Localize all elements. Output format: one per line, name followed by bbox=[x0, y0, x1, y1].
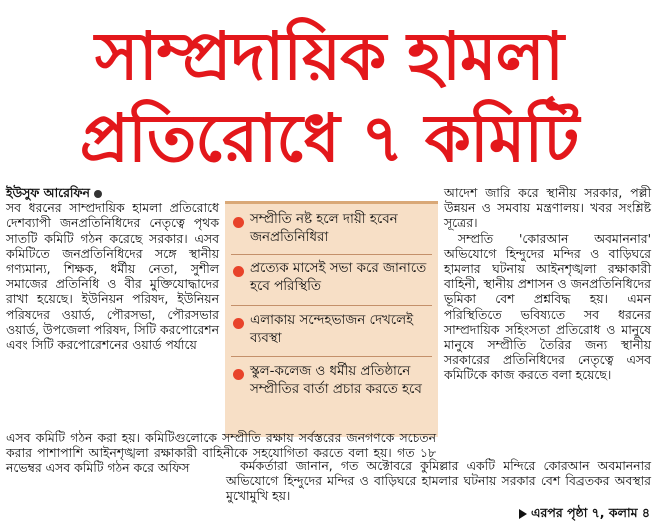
highlight-text-1: সম্প্রীতি নষ্ট হলে দায়ী হবেন জনপ্রতিনিধিরা bbox=[250, 212, 398, 245]
left-paragraph-1: সব ধরনের সাম্প্রদায়িক হামলা প্রতিরোধে দেশব্যাপী জনপ্রতিনিধিদের নেতৃত্বে পৃথক সাতটি কমিটি গঠন করেছে সরকার। এসব কমিটিতে জনপ্রতিনিধিদের সঙ্গে স্থানীয় গণ্যমান্য, শিক্ষক, ধর্মীয় নেতা, সুশীল সমাজের প্রতিনিধি ও বীর মুক্তিযোদ্ধাদের রাখা হয়েছে। ইউনিয়ন পরিষদ, ইউনিয়ন পরিষদের ওয়ার্ড, পৌরসভা, পৌরসভার ওয়ার্ড, উপজেলা পরিষদ, সিটি করপোরেশন এবং সিটি করপোরেশনের ওয়ার্ড পর্যায়ে bbox=[6, 200, 219, 353]
headline-line-2: প্রতিরোধে ৭ কমিটি bbox=[79, 100, 579, 177]
byline-text: ইউসুফ আরেফিন bbox=[6, 185, 90, 200]
left-column bbox=[6, 185, 219, 352]
continuation-note[interactable] bbox=[519, 505, 650, 525]
byline-dot-icon bbox=[94, 190, 102, 198]
headline-line-1: সাম্প্রদায়িক হামলা bbox=[95, 18, 563, 95]
highlights-box bbox=[225, 201, 438, 437]
bottom-right-paragraph bbox=[226, 458, 651, 504]
highlight-text-2: প্রত্যেক মাসেই সভা করে জানাতে হবে পরিস্থিতি bbox=[250, 261, 427, 294]
bullet-icon bbox=[233, 318, 244, 329]
right-paragraph-2: সম্প্রতি 'কোরআন অবমাননার' অভিযোগে হিন্দুদের মন্দির ও বাড়িঘরে হামলার ঘটনায় আইনশৃঙ্খলা রক্ষাকারী বাহিনী, স্থানীয় প্রশাসন ও জনপ্রতিনিধিদের ভূমিকা বেশ প্রশ্নবিদ্ধ হয়। এমন পরিস্থিতিতে ভবিষ্যতে সব ধরনের সাম্প্রদায়িক সহিংসতা প্রতিরোধ ও মানুষে মানুষে সম্প্রীতি তৈরির জন্য স্থানীয় সরকারের প্রতিনিধিদের নেতৃত্বে এসব কমিটিকে কাজ করতে বলা হয়েছে। bbox=[444, 230, 651, 383]
right-column bbox=[444, 185, 651, 383]
bullet-icon bbox=[233, 217, 244, 228]
highlight-divider bbox=[231, 356, 432, 357]
byline bbox=[6, 185, 219, 200]
bottom-span-text: এসব কমিটি গঠন করা হয়। কমিটিগুলোকে সম্প্রীতি রক্ষায় সর্বস্তরের জনগণকে সচেতন করার পাশাপাশি আইনশৃঙ্খলা রক্ষাকারী বাহিনীকে সহযোগিতা করতে বলা হয়। গত ১৮ নভেম্বর এসব কমিটি গঠন করে অফিস bbox=[6, 430, 436, 476]
right-paragraph-1: আদেশ জারি করে স্থানীয় সরকার, পল্লী উন্নয়ন ও সমবায় মন্ত্রণালয়। খবর সংশ্লিষ্ট সূত্রের। bbox=[444, 185, 651, 231]
bottom-right-text: কর্মকর্তারা জানান, গত অক্টোবরে কুমিল্লার একটি মন্দিরে কোরআন অবমাননার অভিযোগে হিন্দুদের মন্দির ও বাড়িঘরে হামলার ঘটনায় সরকার বেশ বিব্রতকর অবস্থার মুখোমুখি হয়। bbox=[226, 458, 651, 504]
arrow-right-icon bbox=[519, 509, 527, 519]
highlight-text-4: স্কুল-কলেজ ও ধর্মীয় প্রতিষ্ঠানে সম্প্রীতির বার্তা প্রচার করতে হবে bbox=[250, 364, 422, 397]
bullet-icon bbox=[233, 266, 244, 277]
highlight-divider bbox=[231, 305, 432, 306]
highlight-text-3: এলাকায় সন্দেহভাজন দেখলেই ব্যবস্থা bbox=[250, 313, 414, 346]
continuation-text: এরপর পৃষ্ঠা ৭, কলাম ৪ bbox=[530, 505, 650, 520]
highlight-divider bbox=[231, 254, 432, 255]
bullet-icon bbox=[233, 369, 244, 380]
